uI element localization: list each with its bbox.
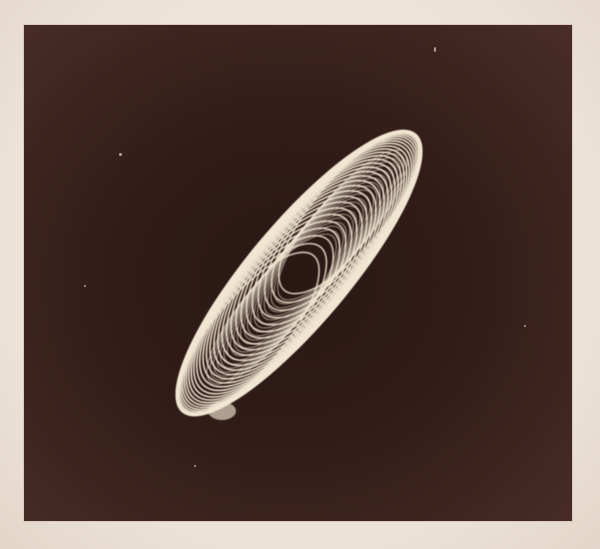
photographic-print: [24, 25, 572, 521]
light-trace-figure: [24, 25, 572, 521]
trace-highlight: [208, 402, 236, 420]
dust-speck: [524, 325, 526, 327]
dust-speck: [119, 153, 122, 156]
trace-loop: [166, 132, 429, 418]
dust-speck: [84, 285, 86, 287]
dust-speck: [434, 47, 436, 52]
trace-loop: [163, 135, 425, 421]
dust-speck: [194, 465, 196, 467]
